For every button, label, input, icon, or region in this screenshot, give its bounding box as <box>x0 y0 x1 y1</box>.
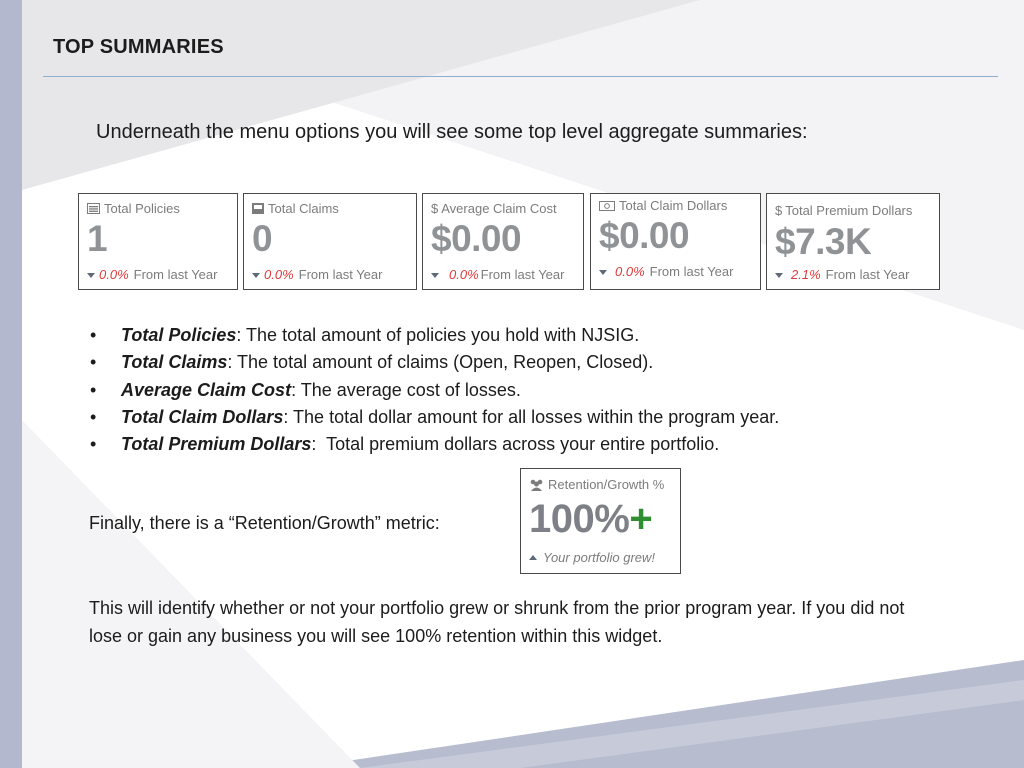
widget-label: Average Claim Cost <box>441 201 557 216</box>
widget-value: $0.00 <box>599 215 690 256</box>
definitions-list <box>90 322 779 458</box>
widget-value: $7.3K <box>775 221 872 262</box>
dollar-icon: $ <box>431 201 439 216</box>
users-icon <box>529 479 544 491</box>
bullet-icon: • <box>90 325 97 345</box>
bullet-desc: : The total dollar amount for all losses within the program year. <box>283 406 780 427</box>
title-divider <box>43 76 998 77</box>
caret-down-icon <box>252 273 260 278</box>
trend-percent: 0.0% <box>449 267 479 282</box>
widget-total-claim-dollars[interactable] <box>590 193 761 290</box>
list-item <box>90 322 779 349</box>
trend-text: From last Year <box>480 267 565 282</box>
bullet-desc: : The total amount of claims (Open, Reopen, Closed). <box>227 352 654 373</box>
widget-label: Total Claim Dollars <box>619 198 728 213</box>
caret-down-icon <box>431 273 439 278</box>
trend-text: From last Year <box>649 264 734 279</box>
closing-paragraph: This will identify whether or not your portfolio grew or shrunk from the prior program year. If you did not lose or gain any business you will see 100% retention within this widget. <box>89 598 905 646</box>
bullet-desc: : Total premium dollars across your entire portfolio. <box>311 434 720 455</box>
bullet-desc: : The average cost of losses. <box>291 379 521 400</box>
widget-value: 0 <box>252 218 273 259</box>
trend-text: Your portfolio grew! <box>543 550 656 565</box>
money-icon <box>599 201 615 211</box>
widget-value: $0.00 <box>431 218 522 259</box>
widget-value: 1 <box>87 218 108 259</box>
widget-total-claims[interactable] <box>243 193 417 290</box>
slide-title: TOP SUMMARIES <box>53 36 224 58</box>
widget-label: Total Claims <box>268 201 339 216</box>
intro-text: Underneath the menu options you will see some top level aggregate summaries: <box>96 121 808 143</box>
widget-average-claim-cost[interactable] <box>422 193 584 290</box>
dollar-icon: $ <box>775 203 783 218</box>
list-item <box>90 404 779 431</box>
trend-percent: 0.0% <box>615 264 645 279</box>
widget-retention-growth[interactable] <box>520 468 681 574</box>
list-item <box>90 377 779 404</box>
caret-down-icon <box>775 273 783 278</box>
list-item <box>90 431 779 458</box>
bullet-term: Average Claim Cost <box>121 379 292 400</box>
trend-text: From last Year <box>825 267 910 282</box>
widget-total-policies[interactable] <box>78 193 238 290</box>
widget-label: Total Premium Dollars <box>785 203 913 218</box>
trend-text: From last Year <box>133 267 218 282</box>
bullet-term: Total Claim Dollars <box>121 406 284 427</box>
caret-down-icon <box>599 270 607 275</box>
caret-up-icon <box>529 555 537 560</box>
bullet-icon: • <box>90 352 97 373</box>
trend-percent: 0.0% <box>99 267 129 282</box>
inbox-icon <box>252 203 264 214</box>
retention-intro-text: Finally, there is a “Retention/Growth” metric: <box>89 513 440 533</box>
left-accent-stripe <box>0 0 22 768</box>
caret-down-icon <box>87 273 95 278</box>
bullet-desc: : The total amount of policies you hold with NJSIG. <box>236 325 640 345</box>
bullet-term: Total Premium Dollars <box>121 434 312 455</box>
bullet-term: Total Policies <box>121 325 237 345</box>
bullet-icon: • <box>90 434 97 455</box>
widget-label: Total Policies <box>104 201 180 216</box>
bullet-term: Total Claims <box>121 352 228 373</box>
list-item <box>90 349 779 376</box>
trend-text: From last Year <box>298 267 383 282</box>
widget-label: Retention/Growth % <box>548 477 665 492</box>
growth-plus-icon: + <box>629 497 653 541</box>
widget-total-premium-dollars[interactable] <box>766 193 940 290</box>
trend-percent: 2.1% <box>791 267 821 282</box>
trend-percent: 0.0% <box>264 267 294 282</box>
list-icon <box>87 203 100 214</box>
bullet-icon: • <box>90 379 97 400</box>
widget-value: 100% <box>529 497 630 541</box>
bullet-icon: • <box>90 406 97 427</box>
